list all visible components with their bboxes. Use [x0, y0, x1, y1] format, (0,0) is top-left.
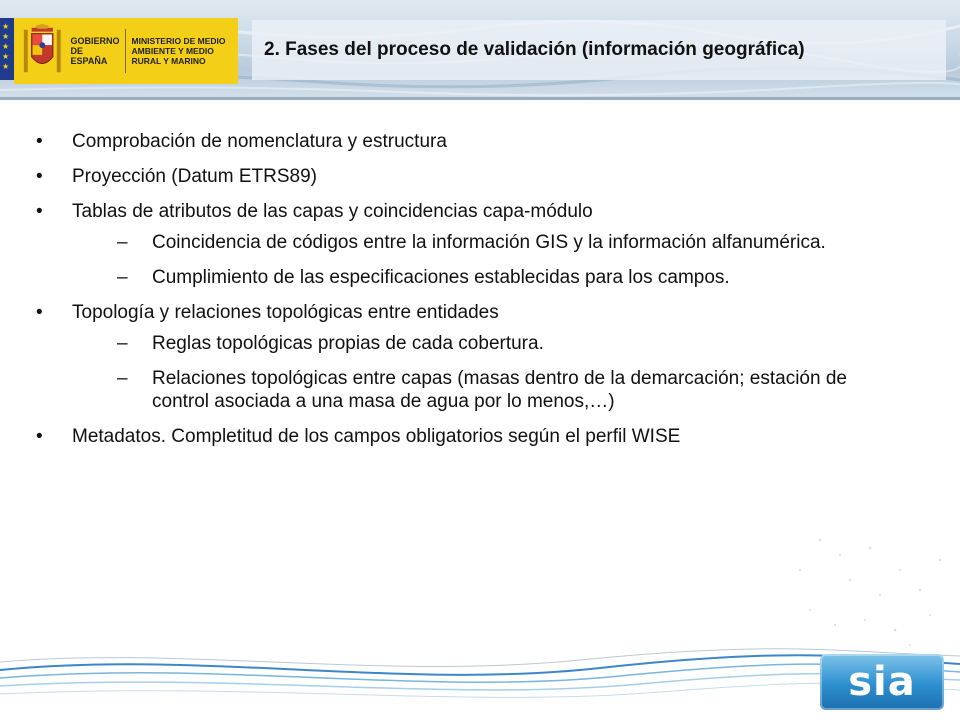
- bullet-marker: •: [36, 302, 43, 323]
- sub-text: Coincidencia de códigos entre la información GIS y la información alfanumérica.: [152, 232, 826, 253]
- decorative-waves: [0, 640, 960, 720]
- sub-list: [72, 332, 886, 413]
- logo-divider: [125, 29, 126, 73]
- bullet-marker: •: [36, 166, 43, 187]
- ministry-text: MINISTERIO DE MEDIO AMBIENTE Y MEDIO RURAL Y MARINO: [131, 36, 226, 66]
- decorative-speckle: [780, 520, 960, 660]
- sub-item: [72, 367, 886, 413]
- sub-marker: –: [117, 333, 128, 354]
- sub-list: [72, 231, 886, 289]
- gov-text: GOBIERNO DE ESPAÑA: [70, 36, 120, 66]
- sub-text: Reglas topológicas propias de cada cobertura.: [152, 333, 544, 354]
- sub-item: [72, 332, 886, 355]
- sia-logo: [820, 654, 944, 710]
- sub-marker: –: [117, 267, 128, 288]
- bullet-item: [36, 130, 886, 153]
- sub-item: [72, 231, 886, 254]
- slide-title: 2. Fases del proceso de validación (información geográfica): [264, 39, 805, 60]
- header-rule: [0, 97, 960, 100]
- bullet-text: Topología y relaciones topológicas entre entidades: [72, 302, 499, 323]
- header-banner: [0, 0, 960, 100]
- bullet-marker: •: [36, 131, 43, 152]
- eu-stars-icon: ★ ★ ★ ★ ★: [2, 22, 10, 71]
- bullet-item: [36, 200, 886, 289]
- bullet-text: Proyección (Datum ETRS89): [72, 166, 317, 187]
- slide-content: [36, 130, 886, 460]
- ministry-logo: [14, 18, 238, 84]
- eu-flag-strip: [0, 18, 14, 80]
- sia-logo-text: sia: [848, 659, 916, 705]
- sub-marker: –: [117, 368, 128, 389]
- bullet-item: [36, 301, 886, 413]
- bullet-text: Tablas de atributos de las capas y coincidencias capa-módulo: [72, 201, 593, 222]
- coat-of-arms-icon: [20, 23, 65, 79]
- sub-text: Cumplimiento de las especificaciones establecidas para los campos.: [152, 267, 730, 288]
- bullet-text: Comprobación de nomenclatura y estructura: [72, 131, 447, 152]
- bullet-item: [36, 425, 886, 448]
- slide-title-box: [252, 20, 946, 80]
- sub-text: Relaciones topológicas entre capas (masas dentro de la demarcación; estación de control asociada a una masa de agua por lo menos,…): [152, 368, 847, 412]
- bullet-marker: •: [36, 201, 43, 222]
- bullet-text: Metadatos. Completitud de los campos obligatorios según el perfil WISE: [72, 426, 681, 447]
- bullet-marker: •: [36, 426, 43, 447]
- sub-item: [72, 266, 886, 289]
- sub-marker: –: [117, 232, 128, 253]
- bullet-item: [36, 165, 886, 188]
